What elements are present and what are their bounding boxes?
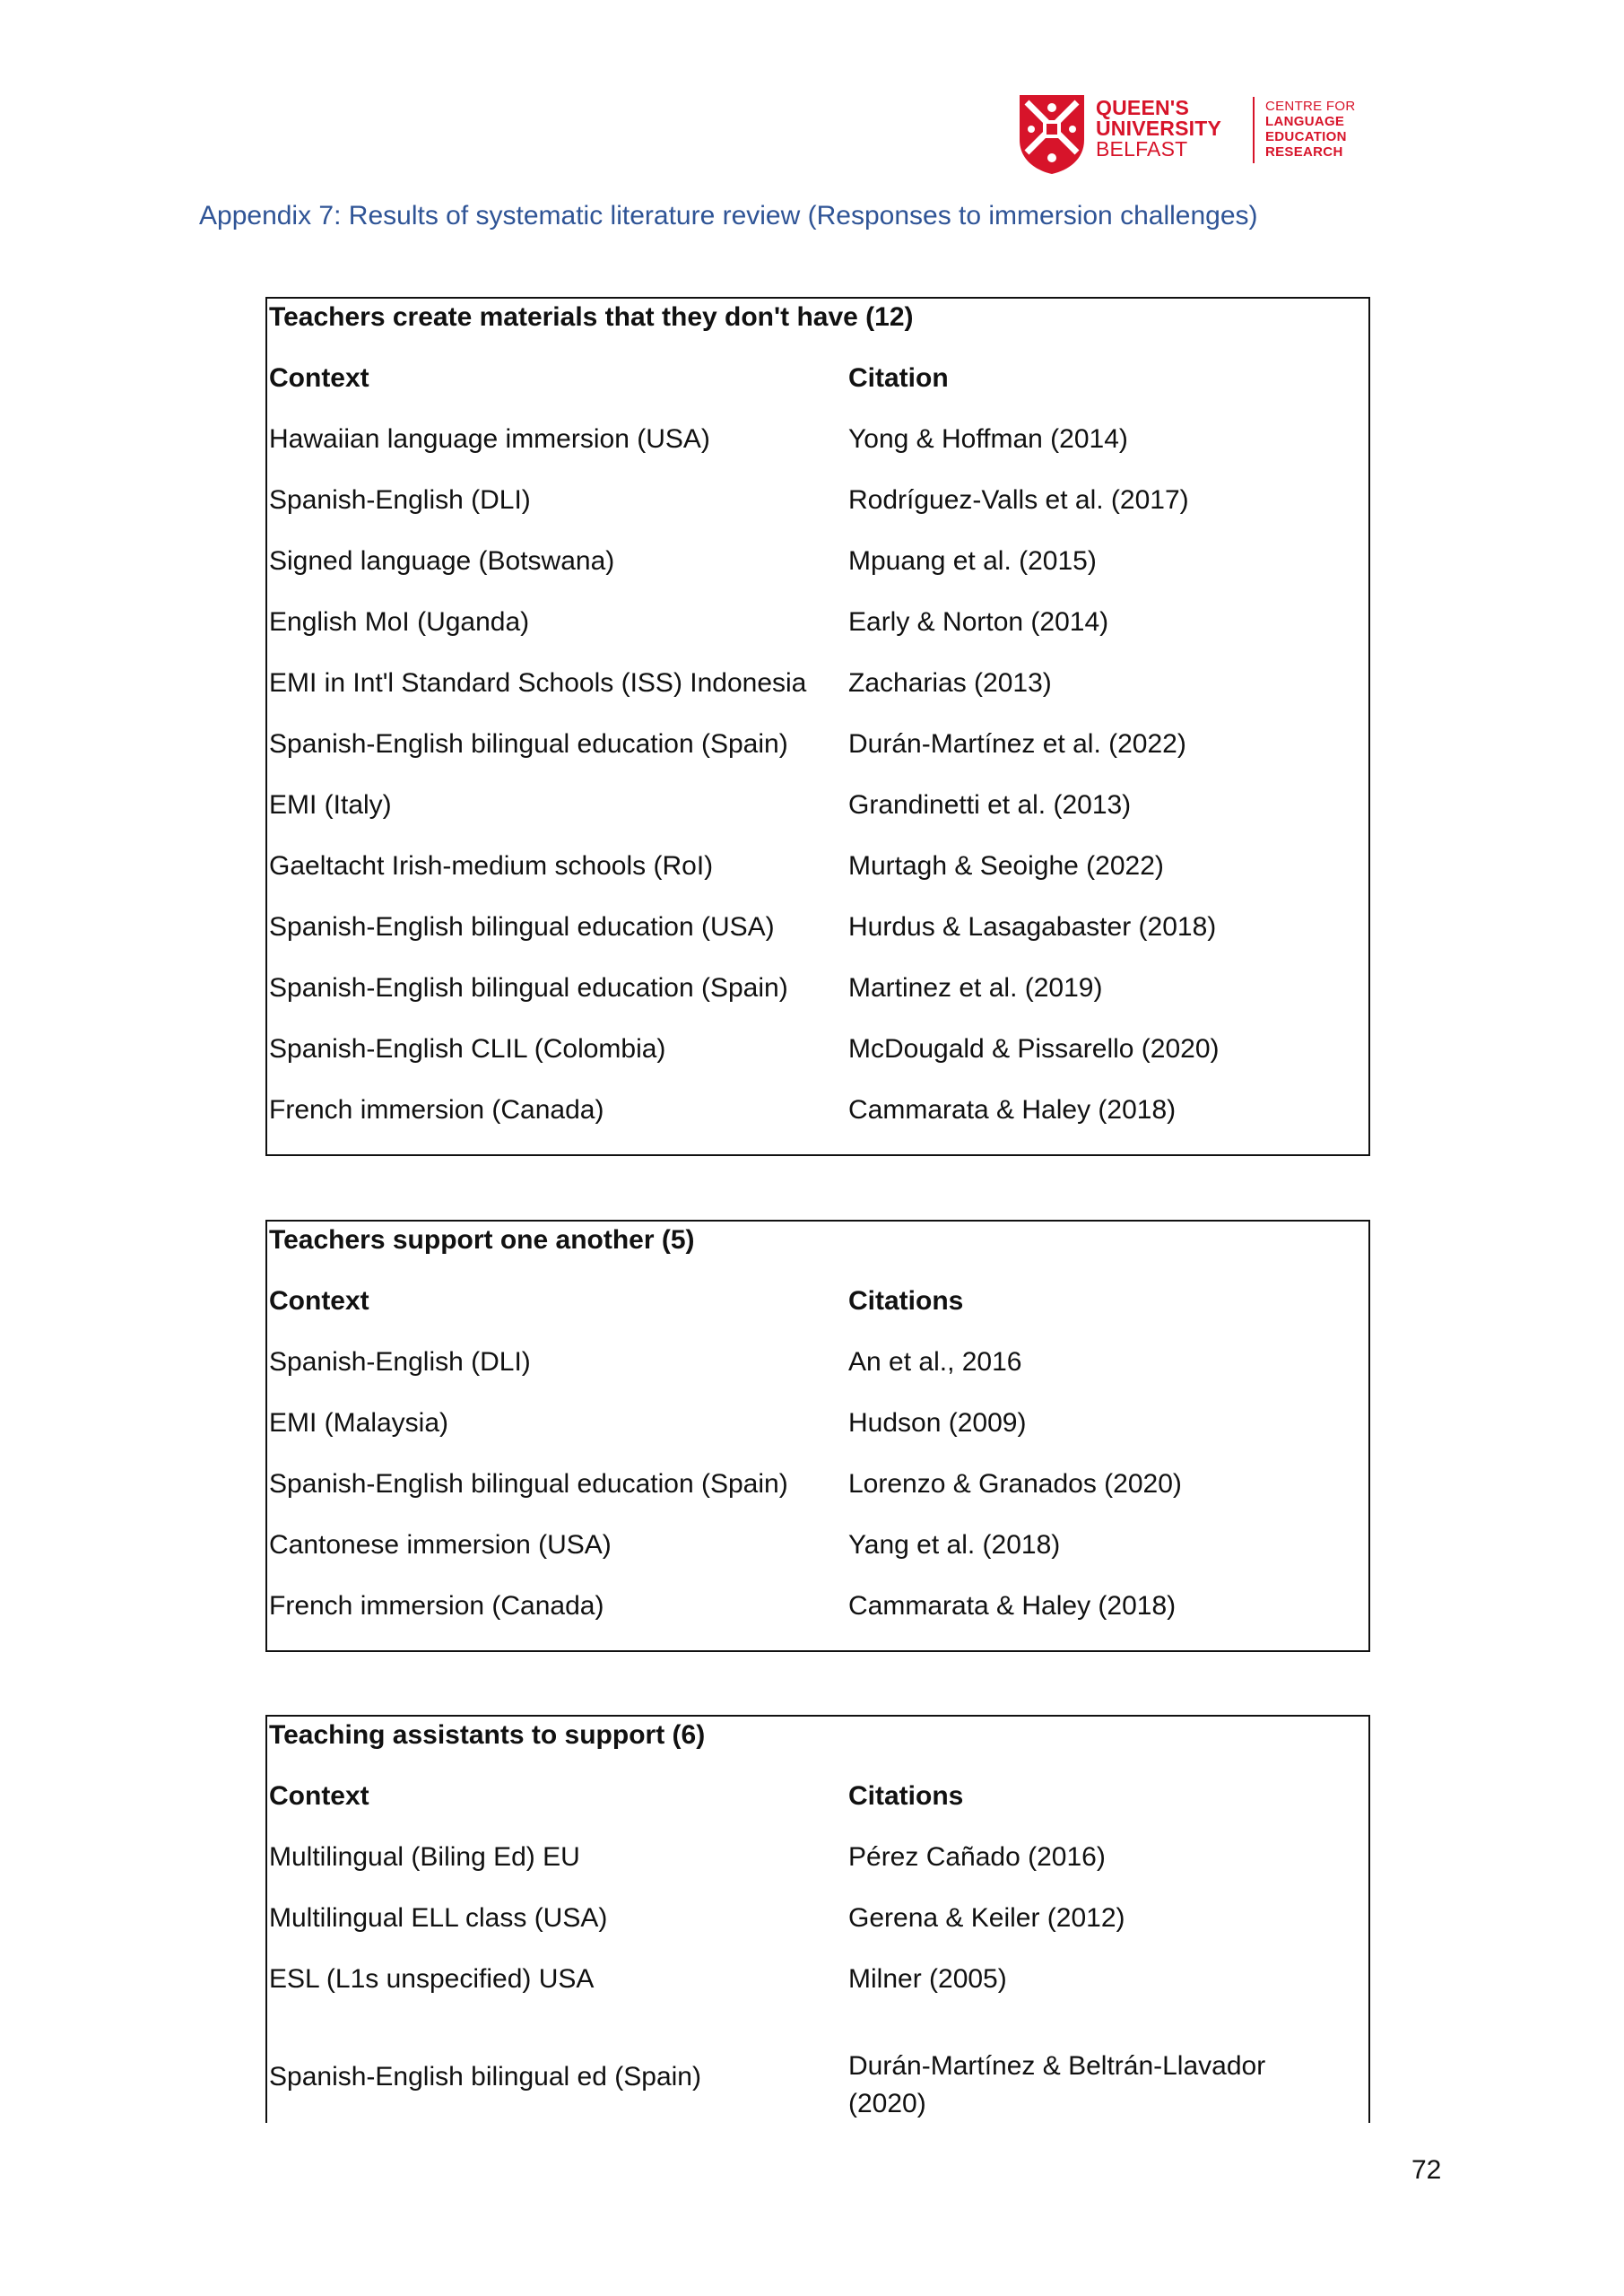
context-cell: ESL (L1s unspecified) USA <box>269 1964 595 1994</box>
context-cell: EMI in Int'l Standard Schools (ISS) Indonesia <box>269 668 807 698</box>
column-header-context: Context <box>269 1286 369 1316</box>
citation-cell: Murtagh & Seoighe (2022) <box>848 851 1164 881</box>
citation-line: (2020) <box>848 2089 926 2118</box>
citation-cell: Yang et al. (2018) <box>848 1530 1061 1560</box>
context-cell: Spanish-English bilingual education (Spain) <box>269 1469 788 1499</box>
citation-cell: Rodríguez-Valls et al. (2017) <box>848 485 1189 515</box>
context-cell: French immersion (Canada) <box>269 1591 604 1621</box>
table-row <box>267 424 1368 485</box>
table-row <box>267 729 1368 790</box>
citation-cell: Martinez et al. (2019) <box>848 973 1103 1003</box>
context-cell: Spanish-English bilingual ed (Spain) <box>269 2062 701 2092</box>
citation-cell: Mpuang et al. (2015) <box>848 546 1097 576</box>
citation-cell: Lorenzo & Granados (2020) <box>848 1469 1182 1499</box>
context-cell: French immersion (Canada) <box>269 1095 604 1125</box>
column-header-context: Context <box>269 1781 369 1811</box>
table-row <box>267 2051 1368 2123</box>
table-header-row <box>267 1781 1368 1842</box>
table-row <box>267 912 1368 973</box>
table-row <box>267 1842 1368 1903</box>
table-header-row <box>267 1286 1368 1347</box>
context-cell: Multilingual ELL class (USA) <box>269 1903 608 1933</box>
citation-cell: Grandinetti et al. (2013) <box>848 790 1132 820</box>
table-title: Teachers create materials that they don't have (12) <box>269 302 914 332</box>
table-row <box>267 1591 1368 1652</box>
table-row <box>267 973 1368 1034</box>
table-assistants <box>265 1715 1370 2123</box>
context-cell: Signed language (Botswana) <box>269 546 615 576</box>
citation-cell: Cammarata & Haley (2018) <box>848 1095 1177 1125</box>
logo-divider <box>1253 97 1255 163</box>
citation-cell: Gerena & Keiler (2012) <box>848 1903 1125 1933</box>
table-row <box>267 1095 1368 1156</box>
table-title: Teachers support one another (5) <box>269 1225 695 1255</box>
context-cell: Spanish-English bilingual education (Spain) <box>269 729 788 759</box>
context-cell: Gaeltacht Irish-medium schools (RoI) <box>269 851 714 881</box>
citation-cell <box>848 2048 1265 2123</box>
university-name: QUEEN'S UNIVERSITY BELFAST <box>1096 96 1222 161</box>
table-materials <box>265 297 1370 1156</box>
university-crest-icon <box>1018 93 1086 176</box>
context-cell: EMI (Italy) <box>269 790 392 820</box>
table-row <box>267 607 1368 668</box>
context-cell: Spanish-English (DLI) <box>269 1347 531 1377</box>
table-row <box>267 851 1368 912</box>
context-cell: Spanish-English bilingual education (USA) <box>269 912 775 942</box>
citation-cell: Durán-Martínez et al. (2022) <box>848 729 1186 759</box>
citation-cell: Yong & Hoffman (2014) <box>848 424 1128 454</box>
column-header-citations: Citations <box>848 1781 964 1811</box>
citation-cell: An et al., 2016 <box>848 1347 1022 1377</box>
table-row <box>267 1469 1368 1530</box>
citation-line: Durán-Martínez & Beltrán-Llavador <box>848 2051 1266 2081</box>
context-cell: Spanish-English CLIL (Colombia) <box>269 1034 666 1064</box>
table-row <box>267 668 1368 729</box>
column-header-citations: Citations <box>848 1286 964 1316</box>
table-row <box>267 1034 1368 1095</box>
university-logo <box>1018 90 1363 179</box>
citation-cell: Pérez Cañado (2016) <box>848 1842 1106 1872</box>
table-title: Teaching assistants to support (6) <box>269 1720 706 1750</box>
context-cell: Spanish-English bilingual education (Spain) <box>269 973 788 1003</box>
context-cell: Cantonese immersion (USA) <box>269 1530 612 1560</box>
table-row <box>267 1347 1368 1408</box>
table-row <box>267 485 1368 546</box>
table-row <box>267 546 1368 607</box>
citation-cell: Early & Norton (2014) <box>848 607 1109 637</box>
citation-cell: Cammarata & Haley (2018) <box>848 1591 1177 1621</box>
centre-name: CENTRE FOR LANGUAGE EDUCATION RESEARCH <box>1265 99 1356 160</box>
citation-cell: Hurdus & Lasagabaster (2018) <box>848 912 1217 942</box>
context-cell: EMI (Malaysia) <box>269 1408 449 1438</box>
context-cell: English MoI (Uganda) <box>269 607 530 637</box>
table-row <box>267 790 1368 851</box>
table-row <box>267 1903 1368 1964</box>
column-header-context: Context <box>269 363 369 393</box>
context-cell: Spanish-English (DLI) <box>269 485 531 515</box>
context-cell: Multilingual (Biling Ed) EU <box>269 1842 580 1872</box>
table-row <box>267 1964 1368 2025</box>
citation-cell: Zacharias (2013) <box>848 668 1052 698</box>
table-row <box>267 1530 1368 1591</box>
citation-cell: Milner (2005) <box>848 1964 1007 1994</box>
context-cell: Hawaiian language immersion (USA) <box>269 424 710 454</box>
page-number: 72 <box>1411 2155 1442 2185</box>
table-support <box>265 1220 1370 1652</box>
appendix-heading: Appendix 7: Results of systematic literature review (Responses to immersion challenges) <box>199 201 1258 230</box>
table-row <box>267 1408 1368 1469</box>
citation-cell: Hudson (2009) <box>848 1408 1027 1438</box>
citation-cell: McDougald & Pissarello (2020) <box>848 1034 1220 1064</box>
table-header-row <box>267 363 1368 424</box>
column-header-citation: Citation <box>848 363 949 393</box>
